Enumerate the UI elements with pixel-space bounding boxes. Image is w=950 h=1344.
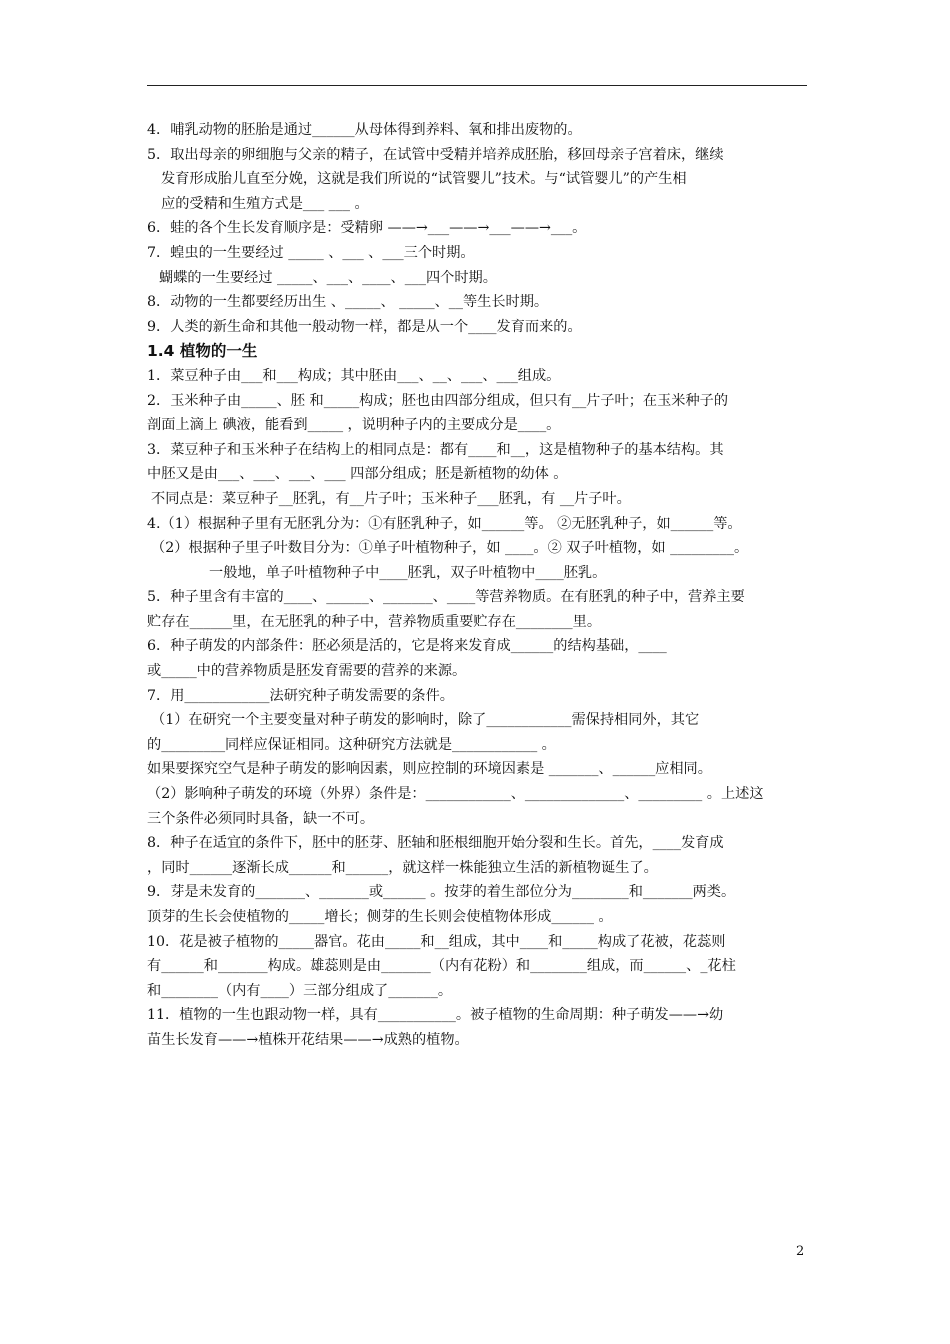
text-line: （2）影响种子萌发的环境（外界）条件是：____________、______________、_________ 。上述这 xyxy=(147,786,764,803)
text-line: ，同时______逐渐长成______和______，就这样一株能独立生活的新植物诞生了。 xyxy=(147,859,658,876)
text-line: 和________（内有____）三部分组成了_______。 xyxy=(147,982,453,999)
text-line: （2）根据种子里子叶数目分为：①单子叶植物种子，如 ____。② 双子叶植物，如 _________。 xyxy=(151,540,749,557)
text-line: 发育形成胎儿直至分娩，这就是我们所说的“试管婴儿”技术。与“试管婴儿”的产生相 xyxy=(161,171,687,188)
text-line: 剖面上滴上 碘液，能看到_____ ，说明种子内的主要成分是____。 xyxy=(147,417,561,434)
header-rule xyxy=(147,85,807,86)
text-line: 或_____中的营养物质是胚发育需要的营养的来源。 xyxy=(147,663,467,680)
text-line: 8．动物的一生都要经历出生 、_____、 _____、__等生长时期。 xyxy=(147,294,549,311)
text-line: 7．用____________法研究种子萌发需要的条件。 xyxy=(147,687,454,704)
document-body xyxy=(147,118,809,1053)
text-line: 蝴蝶的一生要经过 _____、___、____、___四个时期。 xyxy=(159,269,497,286)
text-line: （1）在研究一个主要变量对种子萌发的影响时，除了____________需保持相同外，其它 xyxy=(151,712,700,729)
text-line: 应的受精和生殖方式是___ ___ 。 xyxy=(161,195,369,212)
text-line: 中胚又是由___、___、___、___ 四部分组成；胚是新植物的幼体 。 xyxy=(147,466,568,483)
text-line: 5．取出母亲的卵细胞与父亲的精子，在试管中受精并培养成胚胎，移回母亲子宫着床，继续 xyxy=(147,146,724,163)
text-line: 1．菜豆种子由___和___构成；其中胚由___、__、___、___组成。 xyxy=(147,367,561,384)
text-line: 顶芽的生长会使植物的_____增长；侧芽的生长则会使植物体形成______ 。 xyxy=(147,909,613,925)
text-line: 不同点是：菜豆种子__胚乳，有__片子叶；玉米种子___胚乳，有 __片子叶。 xyxy=(151,490,631,507)
text-line: 有______和_______构成。雄蕊则是由_______（内有花粉）和________组成，而______、_花柱 xyxy=(147,958,736,975)
text-line: 的_________同样应保证相同。这种研究方法就是____________ 。 xyxy=(147,736,556,753)
text-line: 11．植物的一生也跟动物一样，具有___________。被子植物的生命周期：种子萌发——→幼 xyxy=(147,1007,724,1024)
text-line: 9．人类的新生命和其他一般动物一样，都是从一个____发育而来的。 xyxy=(147,318,582,335)
text-line: 三个条件必须同时具备，缺一不可。 xyxy=(147,810,375,827)
page-number: 2 xyxy=(796,1244,805,1259)
text-line: 9．芽是未发育的_______、_______或______ 。按芽的着生部位分为________和_______两类。 xyxy=(147,884,736,901)
text-line: 贮存在______里，在无胚乳的种子中，营养物质重要贮存在________里。 xyxy=(147,613,602,630)
text-line: 8．种子在适宜的条件下，胚中的胚芽、胚轴和胚根细胞开始分裂和生长。首先，____发育成 xyxy=(147,835,724,852)
text-line: 一般地，单子叶植物种子中____胚乳，双子叶植物中____胚乳。 xyxy=(209,564,607,581)
text-line: 5．种子里含有丰富的____、______、_______、____等营养物质。在有胚乳的种子中，营养主要 xyxy=(147,589,745,606)
section-heading: 1.4 植物的一生 xyxy=(147,342,258,361)
text-line: 如果要探究空气是种子萌发的影响因素，则应控制的环境因素是 _______、______应相同。 xyxy=(147,761,712,778)
text-line: 6．种子萌发的内部条件：胚必须是活的，它是将来发育成______的结构基础，____ xyxy=(147,638,667,655)
text-line: 苗生长发育——→植株开花结果——→成熟的植物。 xyxy=(147,1031,469,1048)
text-line: 6．蛙的各个生长发育顺序是：受精卵 ——→___——→___——→___。 xyxy=(147,220,587,237)
text-line: 7．蝗虫的一生要经过 _____ 、___ 、___三个时期。 xyxy=(147,244,475,261)
text-line: 10．花是被子植物的_____器官。花由_____和__组成，其中____和_____构成了花被，花蕊则 xyxy=(147,933,726,950)
text-line: 2．玉米种子由_____、胚 和_____构成；胚也由四部分组成，但只有__片子叶；在玉米种子的 xyxy=(147,392,729,409)
text-line: 4.（1）根据种子里有无胚乳分为：①有胚乳种子，如______等。 ②无胚乳种子，如______等。 xyxy=(147,515,742,532)
text-line: 3．菜豆种子和玉米种子在结构上的相同点是：都有____和__，这是植物种子的基本结构。其 xyxy=(147,441,724,458)
text-line: 4．哺乳动物的胚胎是通过______从母体得到养料、氧和排出废物的。 xyxy=(147,122,582,138)
